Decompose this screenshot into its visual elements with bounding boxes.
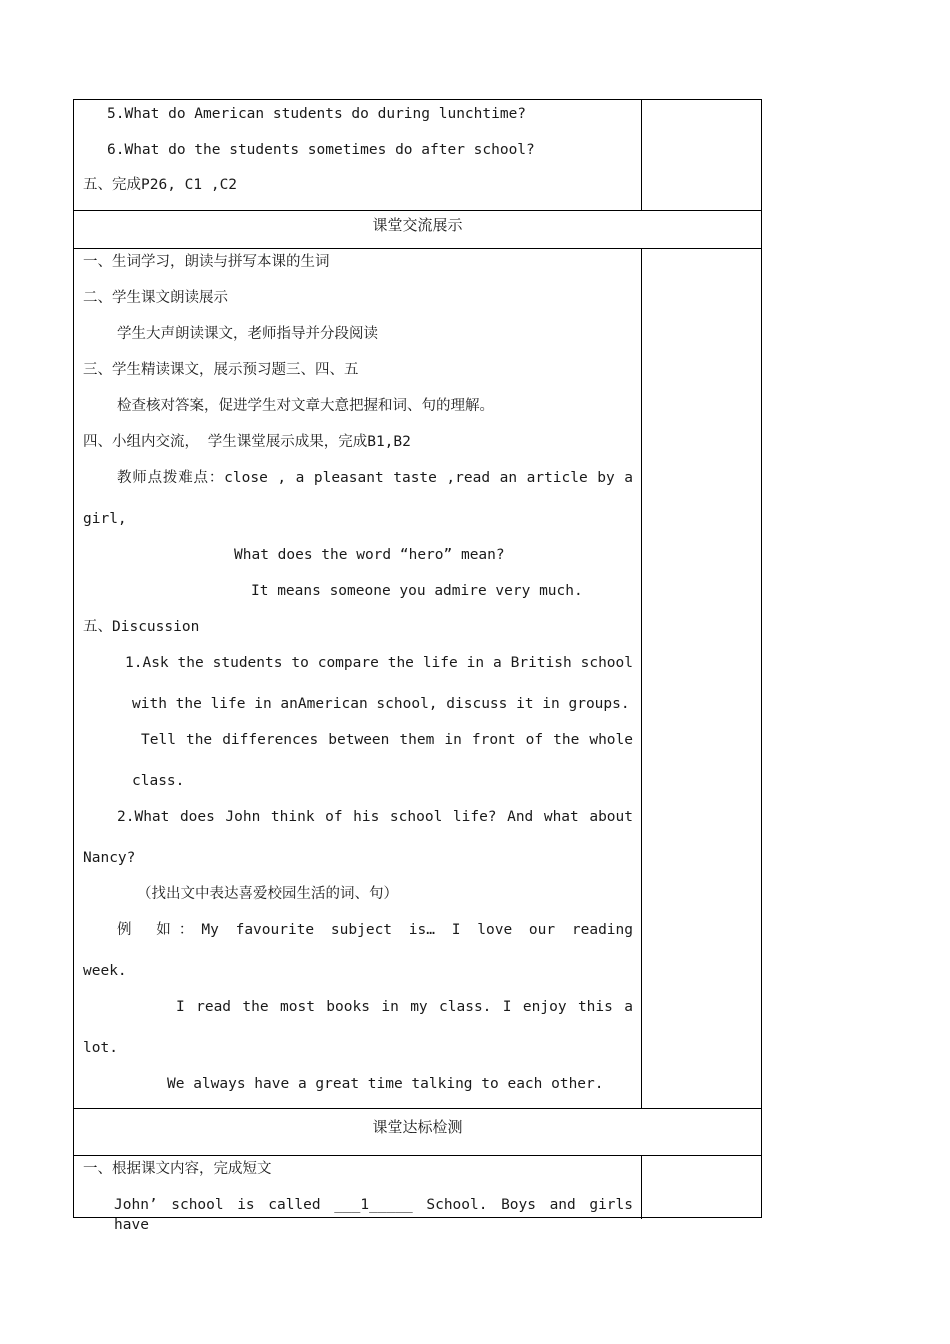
step-discussion: 五、Discussion bbox=[83, 619, 200, 635]
discussion-2-cont: Nancy? bbox=[83, 850, 136, 866]
example-sentences-2: I read the most books in my class. I enjoy this a bbox=[176, 999, 633, 1015]
step-intensive-detail: 检查核对答案，促进学生对文章大意把握和词、句的理解。 bbox=[117, 398, 494, 414]
section-header-display: 课堂交流展示 bbox=[372, 216, 463, 234]
row-divider bbox=[74, 1108, 761, 1109]
test-passage: John’ school is called ___1_____ School. Boys and girls have bbox=[114, 1197, 633, 1233]
discussion-1: 1.Ask the students to compare the life in a British school bbox=[125, 655, 633, 671]
example-answer: It means someone you admire very much. bbox=[251, 583, 583, 599]
step-group: 四、小组内交流， 学生课堂展示成果，完成B1,B2 bbox=[83, 434, 411, 450]
column-divider bbox=[641, 248, 642, 1108]
question-6: 6.What do the students sometimes do after school? bbox=[107, 142, 535, 158]
task-five: 五、完成P26, C1 ,C2 bbox=[83, 177, 238, 193]
discussion-hint: （找出文中表达喜爱校园生活的词、句） bbox=[137, 886, 398, 902]
example-sentences: 例 如：My favourite subject is… I love our reading bbox=[117, 922, 633, 938]
column-divider bbox=[641, 1155, 642, 1219]
column-divider bbox=[641, 100, 642, 210]
step-vocab: 一、生词学习，朗读与拼写本课的生词 bbox=[83, 254, 330, 270]
example-sentences-cont: week. bbox=[83, 963, 127, 979]
discussion-1-class: class. bbox=[132, 773, 185, 789]
step-reading: 二、学生课文朗读展示 bbox=[83, 290, 228, 306]
step-reading-detail: 学生大声朗读课文，老师指导并分段阅读 bbox=[117, 326, 378, 342]
example-sentences-2-cont: lot. bbox=[83, 1040, 118, 1056]
section-header-test: 课堂达标检测 bbox=[372, 1118, 463, 1136]
row-divider bbox=[74, 210, 761, 211]
discussion-2: 2.What does John think of his school life? And what about bbox=[117, 809, 633, 825]
example-question: What does the word “hero” mean? bbox=[234, 547, 505, 563]
teacher-points: 教师点拨难点：close , a pleasant taste ,read an article by a bbox=[117, 470, 633, 486]
row-divider bbox=[74, 1155, 761, 1156]
lesson-table bbox=[73, 99, 762, 1233]
discussion-1-tell: Tell the differences between them in front of the whole bbox=[141, 732, 633, 748]
step-intensive: 三、学生精读课文，展示预习题三、四、五 bbox=[83, 362, 359, 378]
test-instruction: 一、根据课文内容，完成短文 bbox=[83, 1161, 272, 1177]
example-sentences-3: We always have a great time talking to each other. bbox=[167, 1076, 604, 1092]
discussion-1-cont: with the life in anAmerican school, discuss it in groups. bbox=[132, 696, 630, 712]
question-5: 5.What do American students do during lunchtime? bbox=[107, 106, 527, 122]
row-divider bbox=[74, 248, 761, 249]
teacher-points-cont: girl, bbox=[83, 511, 127, 527]
